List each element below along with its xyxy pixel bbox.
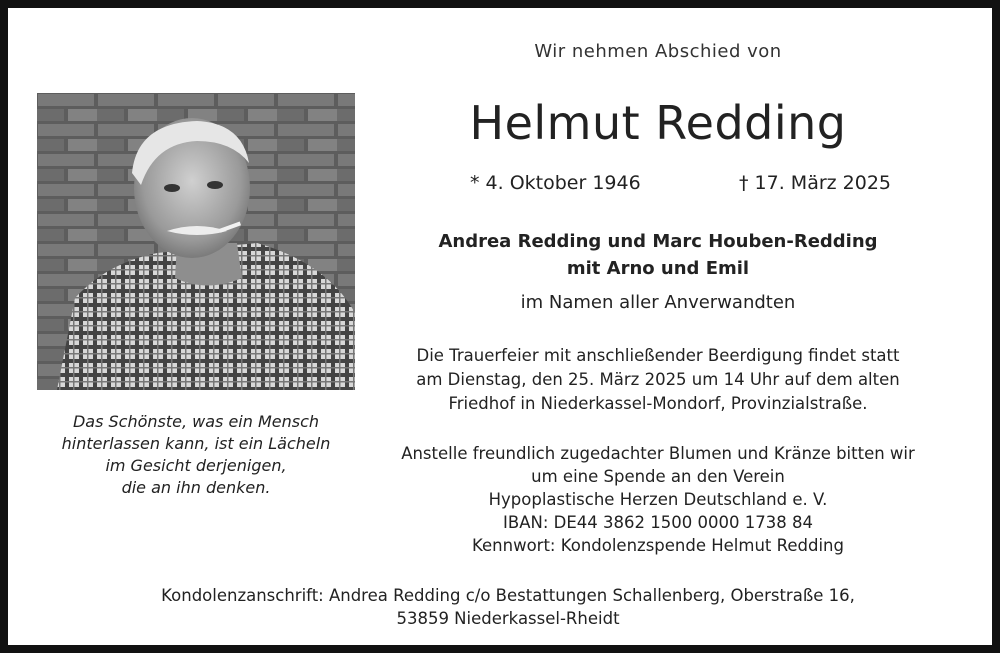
quote-line: im Gesicht derjenigen, <box>105 456 287 475</box>
intro-text: Wir nehmen Abschied von <box>534 41 782 62</box>
family-line: mit Arno und Emil <box>566 258 750 279</box>
portrait-photo <box>37 93 355 390</box>
condolence-address <box>8 584 1000 630</box>
keyword-line: Kennwort: Kondolenzspende Helmut Redding <box>472 536 844 555</box>
deceased-name: Helmut Redding <box>469 96 847 150</box>
birth-date: * 4. Oktober 1946 <box>470 172 641 194</box>
relatives-text: im Namen aller Anverwandten <box>520 292 796 313</box>
donation-line: um eine Spende an den Verein <box>531 467 785 486</box>
death-date: † 17. März 2025 <box>739 172 892 194</box>
donation-line: Hypoplastische Herzen Deutschland e. V. <box>488 490 828 509</box>
memorial-quote <box>37 411 355 499</box>
quote-line: Das Schönste, was ein Mensch <box>72 412 320 431</box>
address-line: Kondolenzanschrift: Andrea Redding c/o Bestattungen Schallenberg, Oberstraße 16, <box>161 586 855 605</box>
family-names <box>328 228 988 282</box>
donation-line: Anstelle freundlich zugedachter Blumen und Kränze bitten wir <box>401 444 915 463</box>
address-line: 53859 Niederkassel-Rheidt <box>396 609 620 628</box>
ceremony-line: Friedhof in Niederkassel-Mondorf, Provinzialstraße. <box>448 394 868 413</box>
family-line: Andrea Redding und Marc Houben-Redding <box>438 231 878 252</box>
ceremony-details <box>328 344 988 416</box>
quote-line: die an ihn denken. <box>121 478 271 497</box>
ceremony-line: Die Trauerfeier mit anschließender Beerdigung findet statt <box>416 346 900 365</box>
ceremony-line: am Dienstag, den 25. März 2025 um 14 Uhr auf dem alten <box>416 370 900 389</box>
donation-request <box>328 442 988 557</box>
iban-line: IBAN: DE44 3862 1500 0000 1738 84 <box>503 513 813 532</box>
quote-line: hinterlassen kann, ist ein Lächeln <box>61 434 331 453</box>
